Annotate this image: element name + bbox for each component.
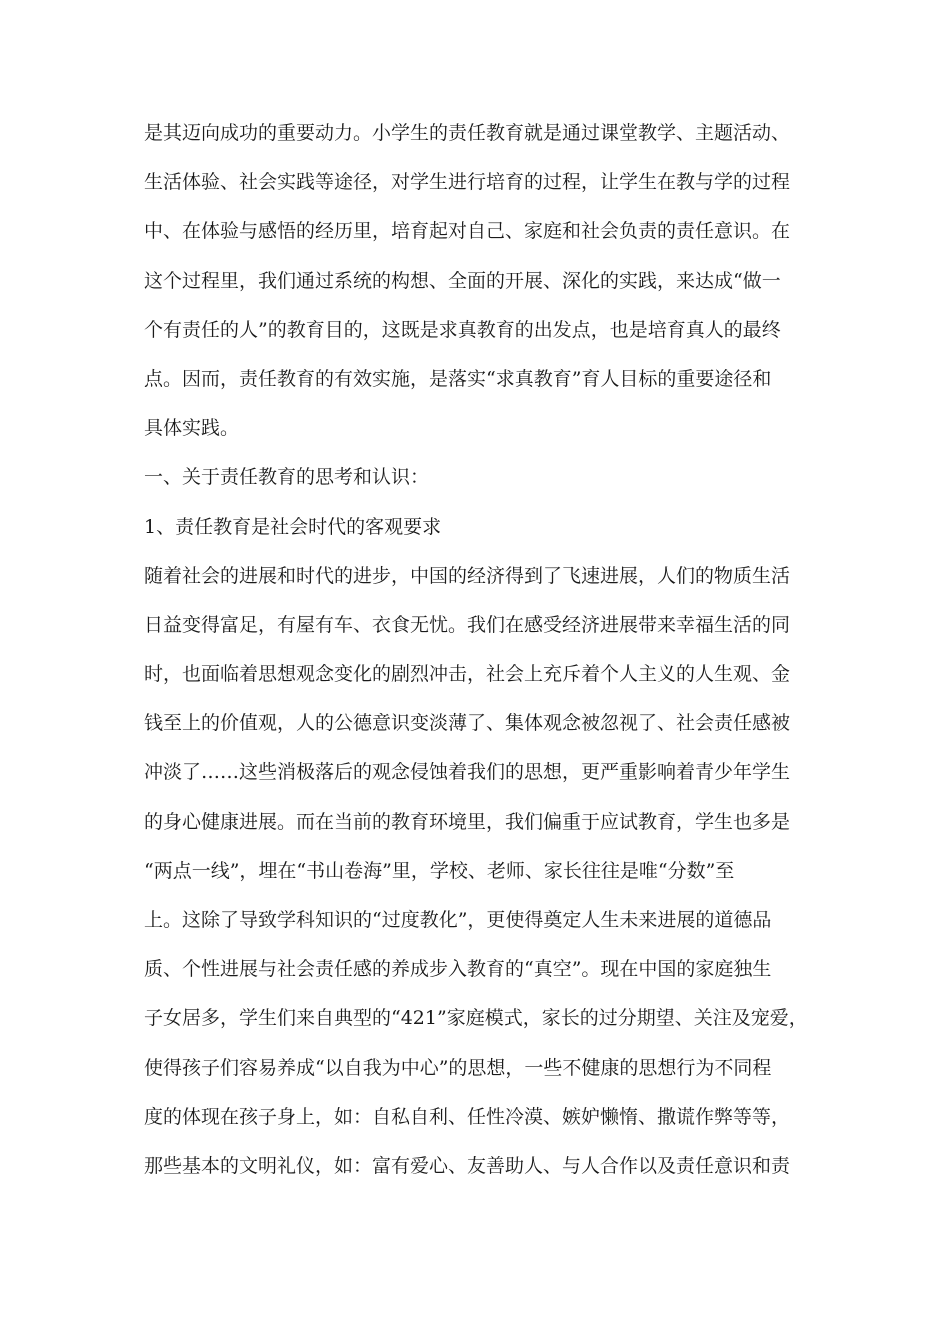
text-line: 日益变得富足，有屋有车、衣食无忧。我们在感受经济进展带来幸福生活的同 bbox=[144, 613, 791, 636]
text-line: 冲淡了……这些消极落后的观念侵蚀着我们的思想，更严重影响着青少年学生 bbox=[144, 761, 791, 784]
text-line: 使得孩子们容易养成“以自我为中心”的思想，一些不健康的思想行为不同程 bbox=[144, 1056, 772, 1079]
section-heading: 一、关于责任教育的思考和认识： bbox=[144, 466, 430, 489]
text-line: 点。因而，责任教育的有效实施，是落实“求真教育”育人目标的重要途径和 bbox=[144, 367, 772, 390]
body-text bbox=[144, 116, 824, 1198]
text-line: 上。这除了导致学科知识的“过度教化”，更使得奠定人生未来进展的道德品 bbox=[144, 909, 772, 931]
text-line: 时，也面临着思想观念变化的剧烈冲击，社会上充斥着个人主义的人生观、金 bbox=[144, 663, 791, 686]
text-line: 这个过程里，我们通过系统的构想、全面的开展、深化的实践，来达成“做一 bbox=[144, 269, 781, 292]
text-line: 生活体验、社会实践等途径，对学生进行培育的过程，让学生在教与学的过程 bbox=[144, 171, 791, 194]
subsection-heading: 1、责任教育是社会时代的客观要求 bbox=[144, 515, 442, 538]
text-line: “两点一线”，埋在“书山卷海”里，学校、老师、家长往往是唯“分数”至 bbox=[144, 859, 735, 882]
text-line: 的身心健康进展。而在当前的教育环境里，我们偏重于应试教育，学生也多是 bbox=[144, 810, 791, 833]
text-line: 那些基本的文明礼仪，如：富有爱心、友善助人、与人合作以及责任意识和责 bbox=[144, 1154, 791, 1177]
text-line: 中、在体验与感悟的经历里，培育起对自己、家庭和社会负责的责任意识。在 bbox=[144, 220, 791, 243]
text-line: 是其迈向成功的重要动力。小学生的责任教育就是通过课堂教学、主题活动、 bbox=[144, 122, 791, 144]
text-line: 随着社会的进展和时代的进步，中国的经济得到了飞速进展，人们的物质生活 bbox=[144, 564, 791, 587]
text-line: 个有责任的人”的教育目的，这既是求真教育的出发点，也是培育真人的最终 bbox=[144, 318, 781, 341]
text-line: 具体实践。 bbox=[144, 417, 240, 440]
text-line: 质、个性进展与社会责任感的养成步入教育的“真空”。现在中国的家庭独生 bbox=[144, 958, 772, 981]
text-line: 子女居多，学生们来自典型的“421”家庭模式，家长的过分期望、关注及宠爱， bbox=[144, 1007, 808, 1030]
text-line: 钱至上的价值观，人的公德意识变淡薄了、集体观念被忽视了、社会责任感被 bbox=[144, 712, 791, 735]
text-line: 度的体现在孩子身上，如：自私自利、任性冷漠、嫉妒懒惰、撒谎作弊等等， bbox=[144, 1105, 791, 1128]
